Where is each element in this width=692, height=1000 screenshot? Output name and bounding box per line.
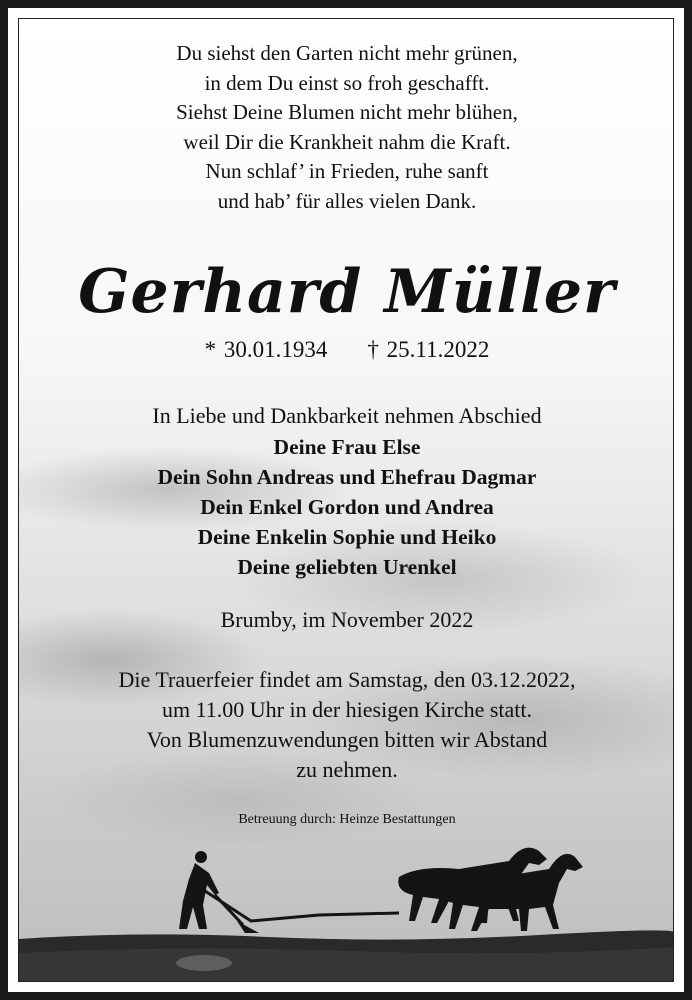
poem-line: weil Dir die Krankheit nahm die Kraft. xyxy=(183,129,511,154)
farewell-intro: In Liebe und Dankbarkeit nehmen Abschied xyxy=(152,403,542,428)
undertaker-credit: Betreuung durch: Heinze Bestattungen xyxy=(238,812,456,827)
poem-line: in dem Du einst so froh geschafft. xyxy=(204,70,490,95)
mourner-line: Deine Frau Else xyxy=(273,435,421,459)
notice-line: zu nehmen. xyxy=(296,757,398,782)
notice-line: Von Blumenzuwendungen bitten wir Abstand xyxy=(146,727,548,752)
deceased-name: Gerhard Müller xyxy=(78,257,616,327)
mourner-line: Deine geliebten Urenkel xyxy=(237,555,457,579)
mourner-line: Dein Enkel Gordon und Andrea xyxy=(200,495,494,519)
farmer-silhouette xyxy=(179,851,219,929)
mourners-list xyxy=(19,432,674,582)
ploughing-silhouette xyxy=(19,821,674,981)
obituary-frame xyxy=(8,8,684,992)
poem-line: Du siehst den Garten nicht mehr grünen, xyxy=(176,41,518,65)
life-dates xyxy=(19,337,674,363)
mourner-line: Deine Enkelin Sophie und Heiko xyxy=(197,525,497,549)
notice-line: um 11.00 Uhr in der hiesigen Kirche statt. xyxy=(161,697,533,722)
mourner-line: Dein Sohn Andreas und Ehefrau Dagmar xyxy=(157,465,537,489)
death-date: † 25.11.2022 xyxy=(367,337,490,362)
memorial-poem xyxy=(19,39,674,216)
poem-line: Nun schlaf’ in Frieden, ruhe sanft xyxy=(205,159,489,183)
place-and-date: Brumby, im November 2022 xyxy=(220,607,474,632)
obituary-card xyxy=(18,18,674,982)
birth-date: * 30.01.1934 xyxy=(204,337,328,362)
poem-line: und hab’ für alles vielen Dank. xyxy=(217,188,477,213)
poem-line: Siehst Deine Blumen nicht mehr blühen, xyxy=(176,100,518,124)
horses-silhouette xyxy=(398,848,583,931)
plough-silhouette xyxy=(205,891,399,925)
notice-line: Die Trauerfeier findet am Samstag, den 03.12.2022, xyxy=(118,667,576,692)
funeral-notice xyxy=(19,665,674,785)
